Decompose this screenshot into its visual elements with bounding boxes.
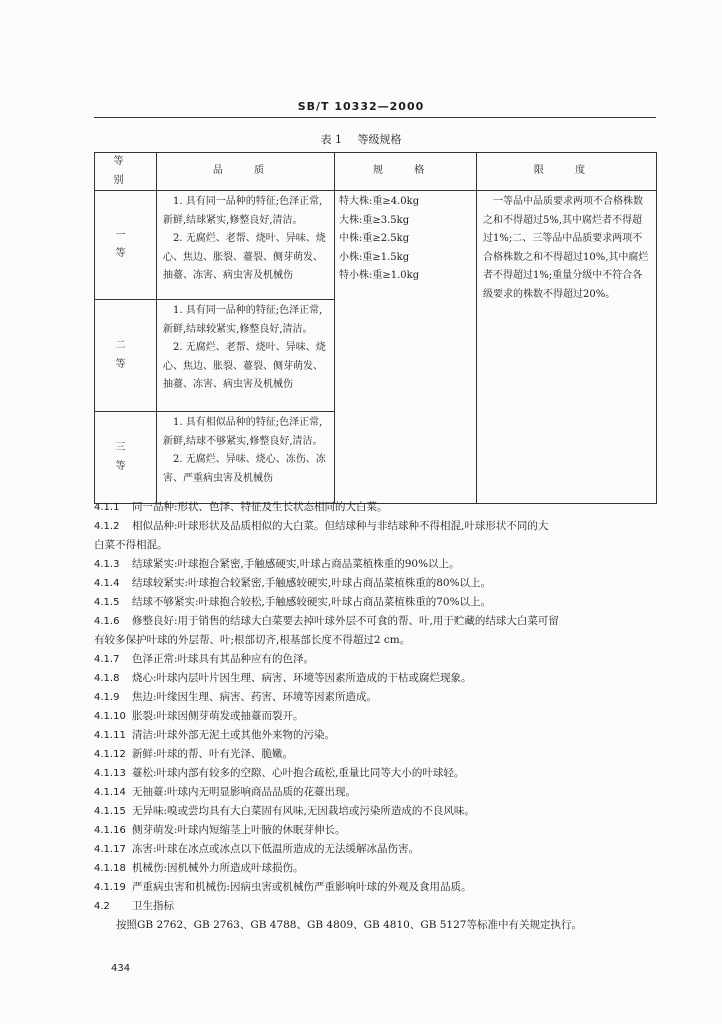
clause-item — [94, 707, 656, 726]
column-header-limit: 限 度 — [477, 153, 657, 191]
clause-continuation: 有较多保护叶球的外层帮、叶;根部切齐,根基部长度不得超过2 cm。 — [94, 634, 411, 646]
clause-number: 4.1.3 — [94, 559, 120, 570]
clause-text: 结球较紧实:叶球抱合较紧密,手触感较硬实,叶球占商品菜植株重的80%以上。 — [132, 577, 492, 589]
spec-item: 小株:重≥1.5kg — [339, 251, 410, 263]
clause-text: 冻害:叶球在冰点或冰点以下低温所造成的无法缓解冰晶伤害。 — [132, 843, 420, 855]
limit-cell — [477, 191, 657, 504]
standard-code: SB/T 10332—2000 — [297, 100, 425, 113]
clause-text: 结球紧实:叶球抱合紧密,手触感硬实,叶球占商品菜植株重的90%以上。 — [132, 558, 460, 570]
clause-item — [94, 688, 656, 707]
clause-number: 4.2 — [94, 901, 110, 912]
quality-cell — [157, 191, 335, 300]
spec-item: 中株:重≥2.5kg — [339, 233, 410, 244]
definition-clauses — [94, 498, 656, 935]
clause-item — [94, 745, 656, 764]
clause-item — [94, 593, 656, 612]
clause-number: 4.1.6 — [94, 616, 120, 627]
grade-name: 三 等 — [95, 412, 157, 504]
table-row — [95, 191, 657, 300]
spec-item: 特小株:重≥1.0kg — [339, 270, 420, 281]
spec-item: 大株:重≥3.5kg — [339, 214, 410, 226]
column-header-spec: 规 格 — [335, 153, 477, 191]
clause-number: 4.1.14 — [94, 787, 126, 798]
clause-text: 无异味:嗅或尝均具有大白菜固有风味,无因栽培或污染所造成的不良风味。 — [132, 805, 475, 817]
clause-text: 烧心:叶球内层叶片因生理、病害、环境等因素所造成的干枯或腐烂现象。 — [132, 672, 472, 684]
clause-number: 4.1.9 — [94, 692, 120, 703]
clause-text: 修整良好:用于销售的结球大白菜要去掉叶球外层不可食的帮、叶,用于贮藏的结球大白菜可留 — [132, 615, 559, 627]
clause-number: 4.1.16 — [94, 825, 126, 836]
column-header-grade: 等 别 — [95, 153, 157, 191]
clause-number: 4.1.2 — [94, 521, 120, 532]
clause-item — [94, 517, 656, 555]
clause-item — [94, 726, 656, 745]
clause-number: 4.1.15 — [94, 806, 126, 817]
table-header-row — [95, 153, 657, 191]
clause-text: 无抽薹:叶球内无明显影响商品品质的花薹出现。 — [132, 786, 357, 798]
grade-name: 一 等 — [95, 191, 157, 300]
page-number: 434 — [111, 963, 131, 974]
clause-item — [94, 669, 656, 688]
table-caption — [0, 131, 722, 147]
clause-item — [94, 650, 656, 669]
clause-number: 4.1.19 — [94, 882, 126, 893]
quality-item: 1. 具有同一品种的特征;色泽正常,新鲜,结球紧实,修整良好,清洁。 — [163, 196, 323, 226]
clause-item — [94, 574, 656, 593]
clause-item — [94, 783, 656, 802]
clause-number: 4.1.17 — [94, 844, 126, 855]
table-caption-label: 表 1 — [320, 133, 342, 146]
clause-text: 薹松:叶球内部有较多的空隙、心叶抱合疏松,重量比同等大小的叶球轻。 — [132, 767, 465, 779]
quality-item: 2. 无腐烂、老帮、烧叶、异味、烧心、焦边、胀裂、薹裂、侧芽萌发、抽薹、冻害、病虫害及机械伤 — [163, 342, 326, 390]
clause-number: 4.1.13 — [94, 768, 126, 779]
clause-item — [94, 498, 656, 517]
quality-item: 2. 无腐烂、异味、烧心、冻伤、冻害、严重病虫害及机械伤 — [163, 454, 326, 484]
clause-item — [94, 897, 656, 916]
clause-item — [94, 764, 656, 783]
clause-number: 4.1.5 — [94, 597, 120, 608]
quality-item: 1. 具有同一品种的特征;色泽正常,新鲜,结球较紧实,修整良好,清洁。 — [163, 305, 323, 335]
clause-text: 结球不够紧实:叶球抱合较松,手触感较硬实,叶球占商品菜植株重的70%以上。 — [132, 596, 492, 608]
clause-item — [94, 821, 656, 840]
clause-item — [94, 802, 656, 821]
clause-number: 4.1.1 — [94, 502, 120, 513]
clause-text: 新鲜:叶球的帮、叶有光泽、脆嫩。 — [132, 748, 294, 760]
quality-cell — [157, 412, 335, 504]
spec-item: 特大株:重≥4.0kg — [339, 196, 420, 207]
document-header — [0, 100, 722, 113]
clause-text: 机械伤:因机械外力所造成叶球损伤。 — [132, 862, 304, 874]
clause-text: 侧芽萌发:叶球内短缩茎上叶腋的休眠芽伸长。 — [132, 824, 346, 836]
clause-item — [94, 555, 656, 574]
clause-text: 胀裂:叶球因侧芽萌发或抽薹而裂开。 — [132, 710, 304, 722]
table-caption-title: 等级规格 — [357, 133, 402, 146]
clause-item — [94, 859, 656, 878]
spec-cell — [335, 191, 477, 504]
quality-item: 1. 具有相似品种的特征;色泽正常,新鲜,结球不够紧实,修整良好,清洁。 — [163, 417, 323, 447]
column-header-quality: 品 质 — [157, 153, 335, 191]
clause-text: 清洁:叶球外部无泥土或其他外来物的污染。 — [132, 729, 336, 741]
quality-cell — [157, 300, 335, 412]
clause-item — [94, 612, 656, 650]
clause-number: 4.1.11 — [94, 730, 126, 741]
clause-text: 焦边:叶缘因生理、病害、药害、环境等因素所造成。 — [132, 691, 378, 703]
clause-number: 4.1.12 — [94, 749, 126, 760]
clause-continuation: 白菜不得相混。 — [94, 539, 168, 551]
clause-text: 卫生指标 — [132, 900, 174, 912]
clause-item — [94, 840, 656, 859]
clause-text: 同一品种:形状、色泽、特征及生长状态相同的大白菜。 — [132, 501, 388, 513]
limit-text: 一等品中品质要求两项不合格株数之和不得超过5%,其中腐烂者不得超过1%;二、三等品中品质要求两项不合格株数之和不得超过10%,其中腐烂者不得超过1%;重量分级中不符合各级要求的株数不得超过20%。 — [483, 196, 649, 300]
grade-name: 二 等 — [95, 300, 157, 412]
clause-text: 相似品种:叶球形状及品质相似的大白菜。但结球种与非结球种不得相混,叶球形状不同的大 — [132, 520, 549, 532]
hygiene-text: 按照GB 2762、GB 2763、GB 4788、GB 4809、GB 4810、GB 5127等标准中有关规定执行。 — [116, 919, 582, 931]
clause-text: 色泽正常:叶球具有其品种应有的色泽。 — [132, 653, 315, 665]
clause-number: 4.1.8 — [94, 673, 120, 684]
clause-number: 4.1.18 — [94, 863, 126, 874]
clause-item — [94, 878, 656, 897]
clause-number: 4.1.10 — [94, 711, 126, 722]
quality-item: 2. 无腐烂、老帮、烧叶、异味、烧心、焦边、胀裂、薹裂、侧芽萌发、抽薹、冻害、病虫害及机械伤 — [163, 233, 326, 281]
clause-number: 4.1.4 — [94, 578, 120, 589]
clause-text: 严重病虫害和机械伤:因病虫害或机械伤严重影响叶球的外观及食用品质。 — [132, 881, 472, 893]
grade-spec-table — [94, 152, 657, 504]
clause-number: 4.1.7 — [94, 654, 120, 665]
header-divider — [94, 117, 656, 118]
